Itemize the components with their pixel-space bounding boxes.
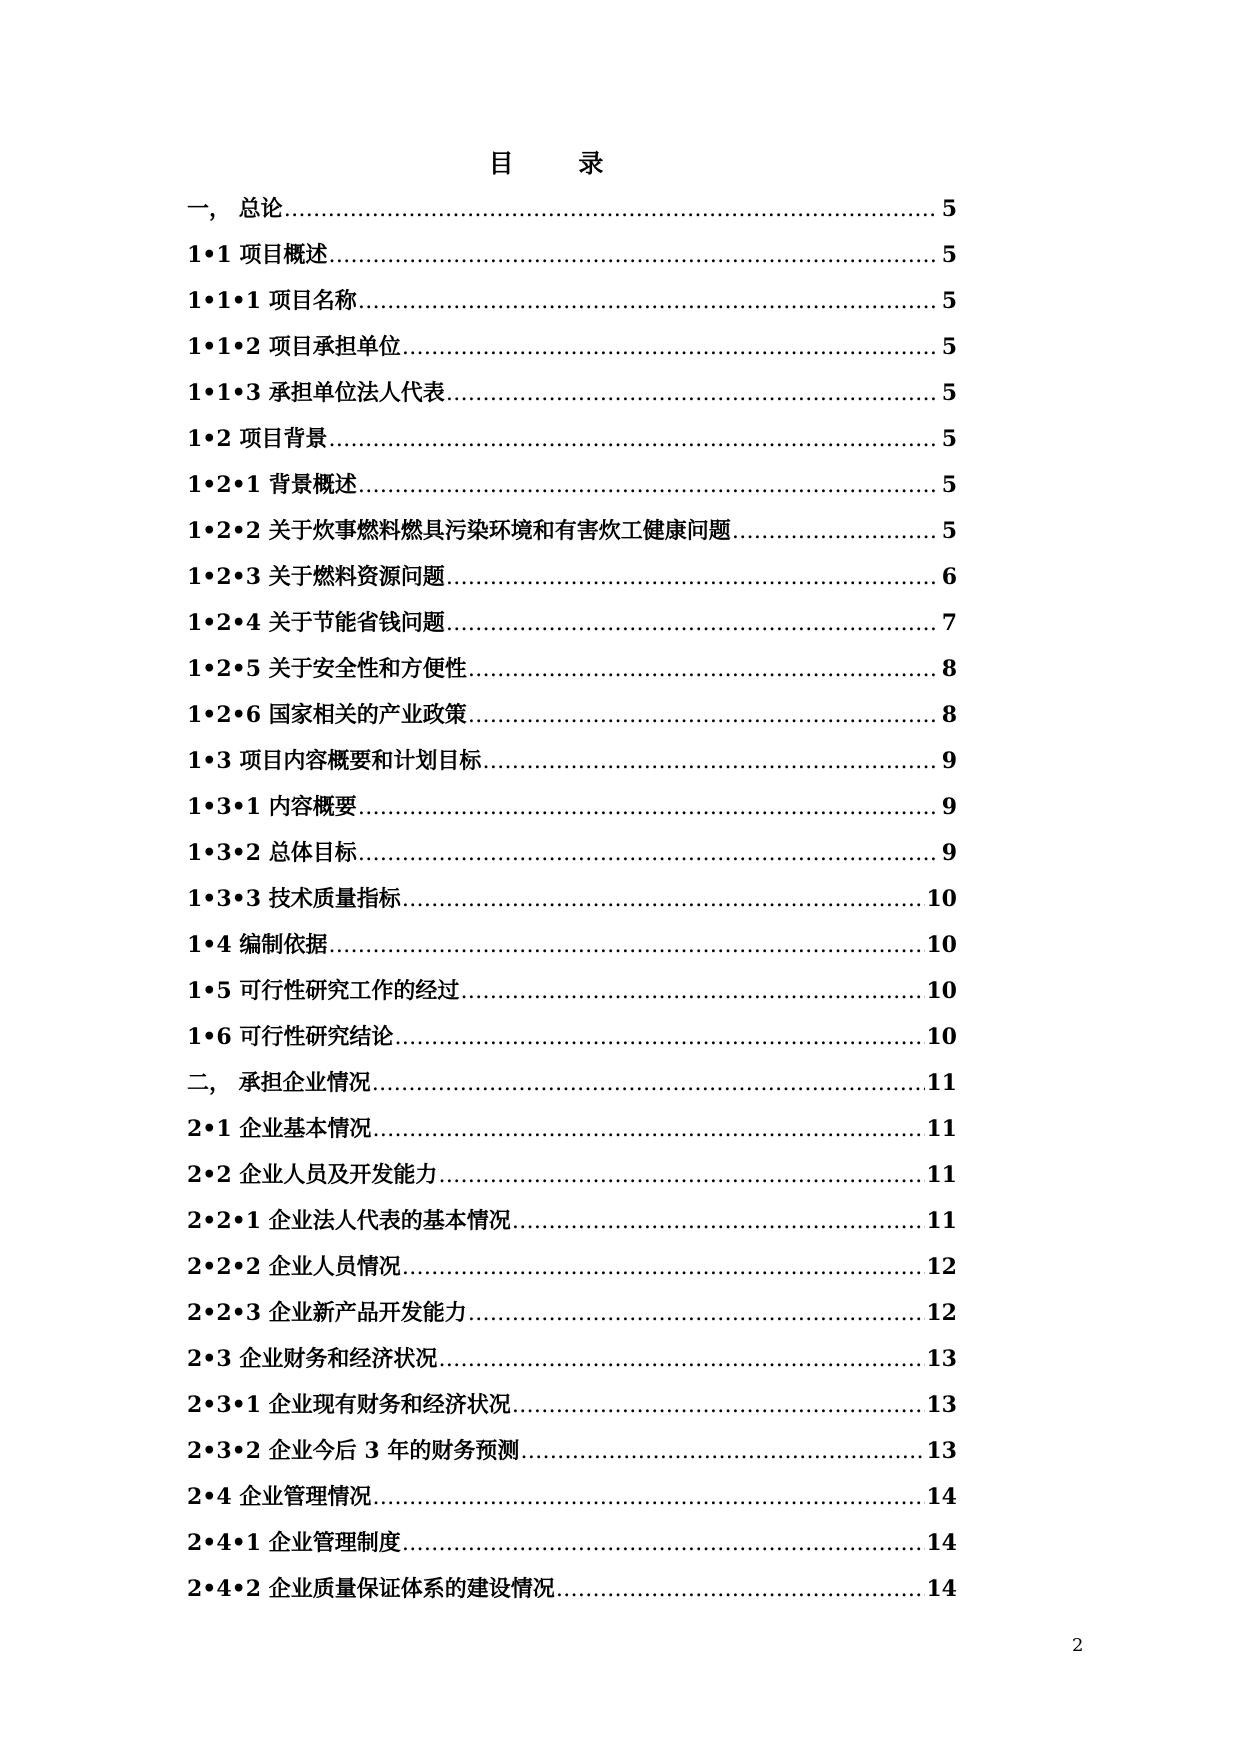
toc-entry-label: 1•2 项目背景 — [187, 426, 328, 452]
dot-leader — [512, 1391, 926, 1421]
toc-entry-label: 二， 承担企业情况 — [187, 1070, 371, 1096]
dot-leader — [372, 1069, 926, 1099]
toc-entry-page: 10 — [926, 978, 957, 1004]
toc-entry — [187, 240, 957, 286]
dot-leader — [372, 1115, 925, 1145]
toc-entry-label: 1•3•2 总体目标 — [187, 840, 357, 866]
dot-leader — [284, 195, 936, 225]
toc-entry-page: 14 — [926, 1530, 957, 1556]
dot-leader — [438, 1161, 925, 1191]
toc-entry-page: 9 — [941, 840, 957, 866]
toc-entry-page: 8 — [941, 656, 957, 682]
toc-entry-label: 1•1 项目概述 — [187, 242, 328, 268]
toc-entry-label: 1•4 编制依据 — [187, 932, 328, 958]
dot-leader — [358, 793, 936, 823]
toc-entry — [187, 654, 957, 700]
dot-leader — [358, 471, 936, 501]
dot-leader — [446, 379, 936, 409]
toc-entry-page: 12 — [926, 1300, 957, 1326]
dot-leader — [512, 1207, 926, 1237]
toc-entry-page: 12 — [926, 1254, 957, 1280]
toc-entry — [187, 1344, 957, 1390]
toc-entry-label: 1•1•2 项目承担单位 — [187, 334, 401, 360]
dot-leader — [446, 563, 936, 593]
toc-entry-page: 8 — [941, 702, 957, 728]
dot-leader — [446, 609, 936, 639]
toc-entry-label: 1•2•6 国家相关的产业政策 — [187, 702, 467, 728]
toc-entry-page: 13 — [926, 1392, 957, 1418]
dot-leader — [468, 701, 936, 731]
toc-entry-page: 5 — [941, 518, 957, 544]
toc-entry-label: 2•3•2 企业今后 3 年的财务预测 — [187, 1438, 520, 1464]
toc-entry-page: 9 — [941, 748, 957, 774]
toc-entry — [187, 194, 957, 240]
toc-entry — [187, 700, 957, 746]
toc-entry — [187, 608, 957, 654]
toc-entry — [187, 286, 957, 332]
toc-entry-page: 14 — [926, 1576, 957, 1602]
toc-title: 目 录 — [488, 149, 632, 178]
dot-leader — [468, 1299, 926, 1329]
dot-leader — [468, 655, 936, 685]
toc-entry-label: 1•3•3 技术质量指标 — [187, 886, 401, 912]
page-number: 2 — [1072, 1635, 1084, 1656]
dot-leader — [520, 1437, 925, 1467]
dot-leader — [328, 241, 936, 271]
toc-entry-page: 11 — [926, 1162, 957, 1188]
toc-entry — [187, 1160, 957, 1206]
toc-entry — [187, 516, 957, 562]
toc-entry-label: 2•4 企业管理情况 — [187, 1484, 372, 1510]
dot-leader — [556, 1575, 926, 1605]
toc-entry — [187, 884, 957, 930]
table-of-contents — [187, 194, 957, 1620]
toc-entry-label: 2•1 企业基本情况 — [187, 1116, 372, 1142]
toc-entry — [187, 1482, 957, 1528]
dot-leader — [402, 1253, 926, 1283]
dot-leader — [402, 885, 926, 915]
dot-leader — [328, 425, 936, 455]
toc-entry-label: 1•3•1 内容概要 — [187, 794, 357, 820]
toc-entry — [187, 1252, 957, 1298]
dot-leader — [460, 977, 925, 1007]
toc-entry-page: 7 — [941, 610, 957, 636]
toc-entry-page: 5 — [941, 472, 957, 498]
toc-entry-page: 11 — [926, 1070, 957, 1096]
toc-entry — [187, 1022, 957, 1068]
toc-entry — [187, 1436, 957, 1482]
toc-entry-page: 14 — [926, 1484, 957, 1510]
toc-entry-page: 11 — [926, 1208, 957, 1234]
toc-entry-page: 10 — [926, 932, 957, 958]
dot-leader — [358, 287, 936, 317]
toc-entry — [187, 1574, 957, 1620]
toc-entry-label: 2•3 企业财务和经济状况 — [187, 1346, 438, 1372]
toc-entry-label: 1•3 项目内容概要和计划目标 — [187, 748, 482, 774]
toc-entry-label: 2•2•1 企业法人代表的基本情况 — [187, 1208, 511, 1234]
toc-entry-label: 1•2•5 关于安全性和方便性 — [187, 656, 467, 682]
toc-entry-label: 2•2•2 企业人员情况 — [187, 1254, 401, 1280]
toc-entry-label: 1•2•2 关于炊事燃料燃具污染环境和有害炊工健康问题 — [187, 518, 731, 544]
toc-entry-page: 9 — [941, 794, 957, 820]
toc-entry — [187, 1114, 957, 1160]
dot-leader — [402, 1529, 926, 1559]
toc-entry-page: 5 — [941, 288, 957, 314]
toc-entry — [187, 1206, 957, 1252]
dot-leader — [402, 333, 936, 363]
toc-entry-label: 1•5 可行性研究工作的经过 — [187, 978, 460, 1004]
dot-leader — [358, 839, 936, 869]
toc-entry — [187, 838, 957, 884]
toc-entry-label: 2•3•1 企业现有财务和经济状况 — [187, 1392, 511, 1418]
dot-leader — [372, 1483, 925, 1513]
toc-entry — [187, 1068, 957, 1114]
toc-entry-page: 6 — [941, 564, 957, 590]
toc-entry-page: 11 — [926, 1116, 957, 1142]
dot-leader — [394, 1023, 925, 1053]
toc-entry-label: 1•2•3 关于燃料资源问题 — [187, 564, 445, 590]
toc-entry — [187, 1298, 957, 1344]
toc-entry-page: 13 — [926, 1346, 957, 1372]
toc-entry — [187, 792, 957, 838]
dot-leader — [482, 747, 936, 777]
toc-entry-label: 2•4•2 企业质量保证体系的建设情况 — [187, 1576, 555, 1602]
toc-entry-label: 2•4•1 企业管理制度 — [187, 1530, 401, 1556]
toc-entry — [187, 562, 957, 608]
toc-entry — [187, 746, 957, 792]
toc-entry-label: 2•2 企业人员及开发能力 — [187, 1162, 438, 1188]
toc-entry-page: 5 — [941, 196, 957, 222]
toc-entry-page: 5 — [941, 242, 957, 268]
toc-entry-label: 1•6 可行性研究结论 — [187, 1024, 394, 1050]
toc-entry-label: 2•2•3 企业新产品开发能力 — [187, 1300, 467, 1326]
toc-entry — [187, 470, 957, 516]
toc-entry-label: 一， 总论 — [187, 196, 283, 222]
dot-leader — [732, 517, 936, 547]
toc-entry-page: 5 — [941, 380, 957, 406]
toc-entry — [187, 332, 957, 378]
toc-entry — [187, 1390, 957, 1436]
toc-entry-page: 5 — [941, 426, 957, 452]
dot-leader — [438, 1345, 925, 1375]
toc-entry-label: 1•1•3 承担单位法人代表 — [187, 380, 445, 406]
toc-entry-label: 1•2•1 背景概述 — [187, 472, 357, 498]
toc-entry-label: 1•1•1 项目名称 — [187, 288, 357, 314]
toc-entry-label: 1•2•4 关于节能省钱问题 — [187, 610, 445, 636]
toc-entry — [187, 930, 957, 976]
dot-leader — [328, 931, 925, 961]
toc-entry — [187, 1528, 957, 1574]
toc-entry-page: 10 — [926, 1024, 957, 1050]
toc-entry-page: 13 — [926, 1438, 957, 1464]
toc-entry — [187, 976, 957, 1022]
toc-entry-page: 10 — [926, 886, 957, 912]
toc-entry — [187, 424, 957, 470]
toc-entry — [187, 378, 957, 424]
toc-entry-page: 5 — [941, 334, 957, 360]
